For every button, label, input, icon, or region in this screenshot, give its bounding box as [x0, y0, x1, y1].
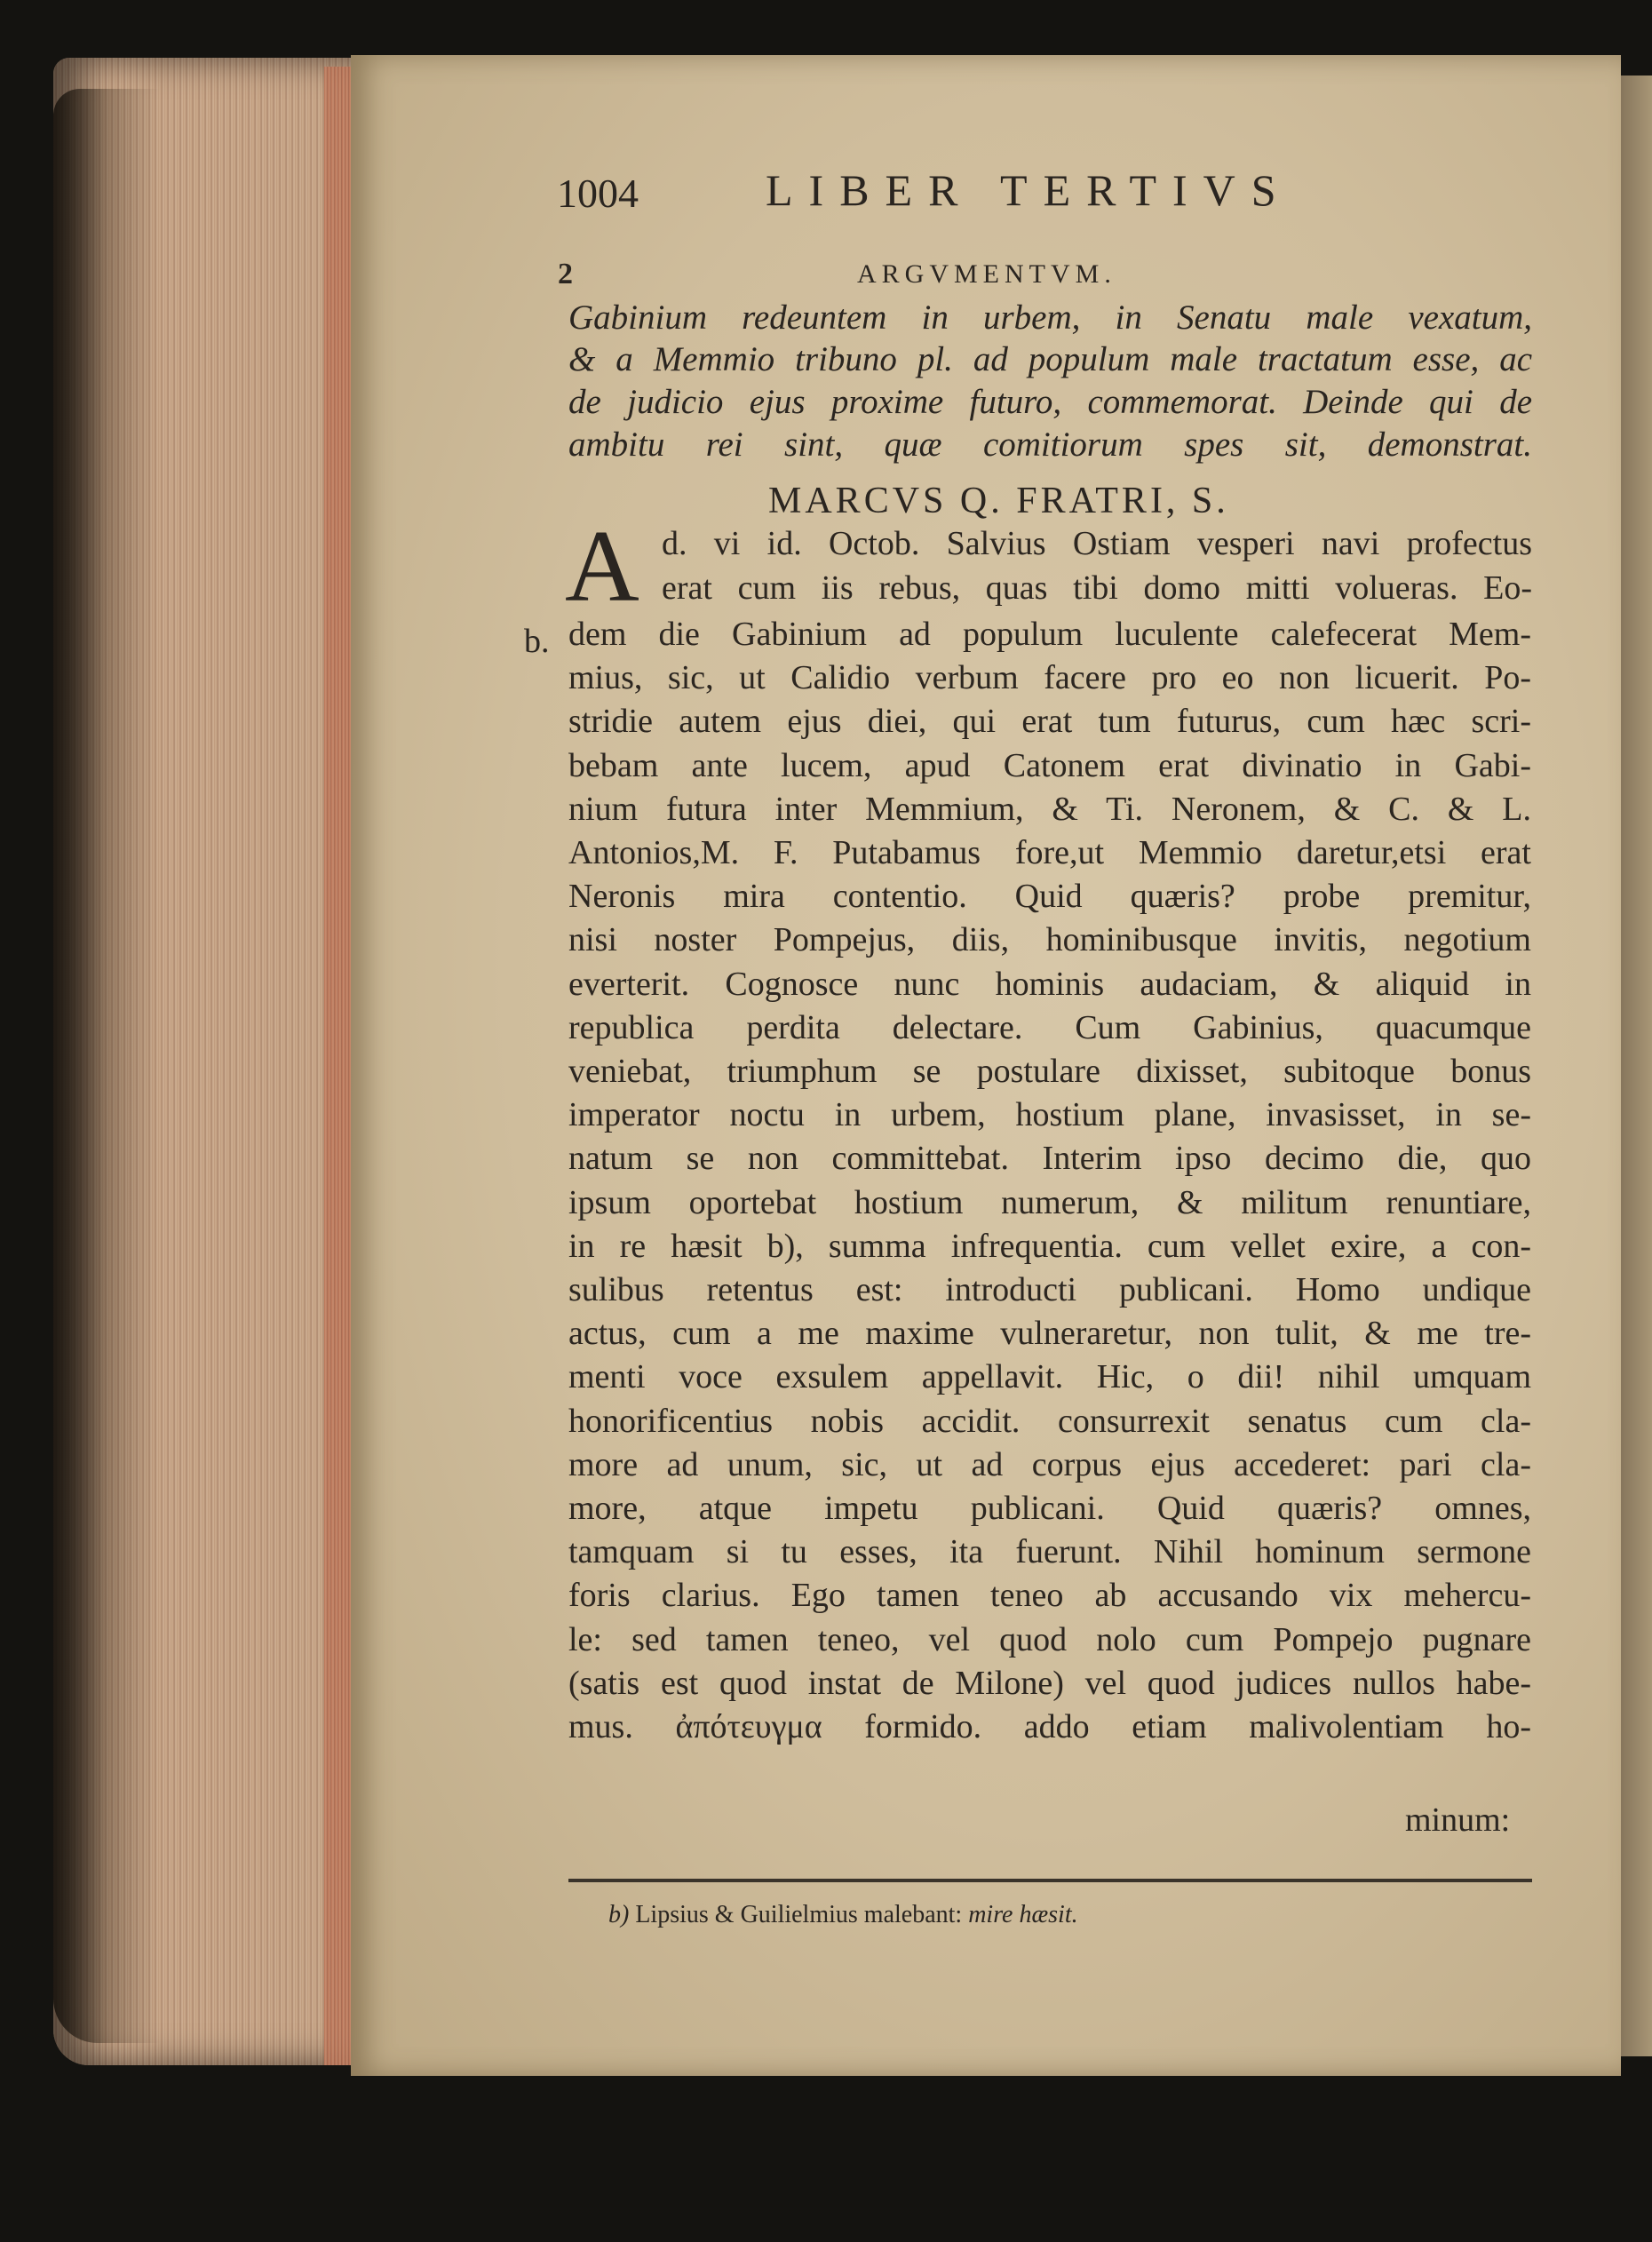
- body-line: bebam ante lucem, apud Catonem erat divinatio in Gabi-: [568, 746, 1531, 784]
- body-line: mius, sic, ut Calidio verbum facere pro eo non licuerit. Po-: [568, 659, 1531, 697]
- body-line: Neronis mira contentio. Quid quæris? probe premitur,: [568, 878, 1531, 916]
- footnote-text: Lipsius & Guilielmius malebant:: [635, 1901, 963, 1928]
- argument-line: & a Memmio tribuno pl. ad populum male tractatum esse, ac: [568, 340, 1532, 378]
- salutation: MARCVS Q. FRATRI, S.: [768, 481, 1229, 521]
- body-line: everterit. Cognosce nunc hominis audaciam, & aliquid in: [568, 965, 1531, 1003]
- argument-number: 2: [558, 258, 573, 290]
- page-number: 1004: [557, 171, 639, 216]
- body-line: Antonios,M. F. Putabamus fore,ut Memmio daretur,etsi erat: [568, 834, 1531, 871]
- body-line: imperator noctu in urbem, hostium plane, invasisset, in se-: [568, 1096, 1531, 1134]
- body-line: le: sed tamen teneo, vel quod nolo cum Pompejo pugnare: [568, 1620, 1531, 1658]
- footnote-rule: [568, 1879, 1532, 1882]
- body-line: more, atque impetu publicani. Quid quæris? omnes,: [568, 1490, 1531, 1527]
- body-line: erat cum iis rebus, quas tibi domo mitti volueras. Eo-: [662, 569, 1532, 607]
- body-line: mus. ἀπότευγμα formido. addo etiam malivolentiam ho-: [568, 1708, 1531, 1745]
- body-line: foris clarius. Ego tamen teneo ab accusando vix mehercu-: [568, 1577, 1531, 1615]
- running-head: [557, 164, 1321, 227]
- binding-shadow: [53, 89, 160, 2043]
- body-line: veniebat, triumphum se postulare dixisset, subitoque bonus: [568, 1053, 1531, 1090]
- body-line: actus, cum a me maxime vulneraretur, non tulit, & me tre-: [568, 1315, 1531, 1353]
- body-line: tamquam si tu esses, ita fuerunt. Nihil hominum sermone: [568, 1533, 1531, 1571]
- footnote-italic: mire hæsit.: [968, 1901, 1078, 1928]
- footnote: [608, 1901, 1078, 1929]
- argument-line: de judicio ejus proxime futuro, commemorat. Deinde qui de: [568, 383, 1532, 421]
- body-line: ipsum oportebat hostium numerum, & militum renuntiare,: [568, 1183, 1531, 1221]
- body-line: stridie autem ejus diei, qui erat tum futurus, cum hæc scri-: [568, 703, 1531, 741]
- margin-note: b.: [524, 623, 550, 660]
- drop-cap: A: [565, 510, 639, 624]
- body-line: more ad unum, sic, ut ad corpus ejus accederet: pari cla-: [568, 1445, 1531, 1483]
- body-line: in re hæsit b), summa infrequentia. cum vellet exire, a con-: [568, 1227, 1531, 1265]
- body-line: d. vi id. Octob. Salvius Ostiam vesperi navi profectus: [662, 525, 1532, 562]
- body-line: nisi noster Pompejus, diis, hominibusque invitis, negotium: [568, 921, 1531, 959]
- body-line: (satis est quod instat de Milone) vel quod judices nullos habe-: [568, 1664, 1531, 1702]
- body-line: natum se non committebat. Interim ipso decimo die, quo: [568, 1140, 1531, 1178]
- body-line: dem die Gabinium ad populum luculente calefecerat Mem-: [568, 616, 1531, 653]
- running-head-title: LIBER TERTIVS: [766, 165, 1292, 215]
- body-line: honorificentius nobis accidit. consurrexit senatus cum cla-: [568, 1402, 1531, 1440]
- body-line: nium futura inter Memmium, & Ti. Neronem, & C. & L.: [568, 790, 1531, 828]
- body-line: sulibus retentus est: introducti publicani. Homo undique: [568, 1271, 1531, 1308]
- argument-line: Gabinium redeuntem in urbem, in Senatu male vexatum,: [568, 298, 1532, 337]
- footnote-marker: b): [608, 1901, 630, 1928]
- catchword: minum:: [1405, 1801, 1511, 1839]
- argument-title: ARGVMENTVM.: [857, 259, 1116, 289]
- argument-line: ambitu rei sint, quæ comitiorum spes sit, demonstrat.: [568, 425, 1532, 464]
- body-line: republica perdita delectare. Cum Gabinius, quacumque: [568, 1008, 1531, 1046]
- body-line: menti voce exsulem appellavit. Hic, o dii! nihil umquam: [568, 1358, 1531, 1396]
